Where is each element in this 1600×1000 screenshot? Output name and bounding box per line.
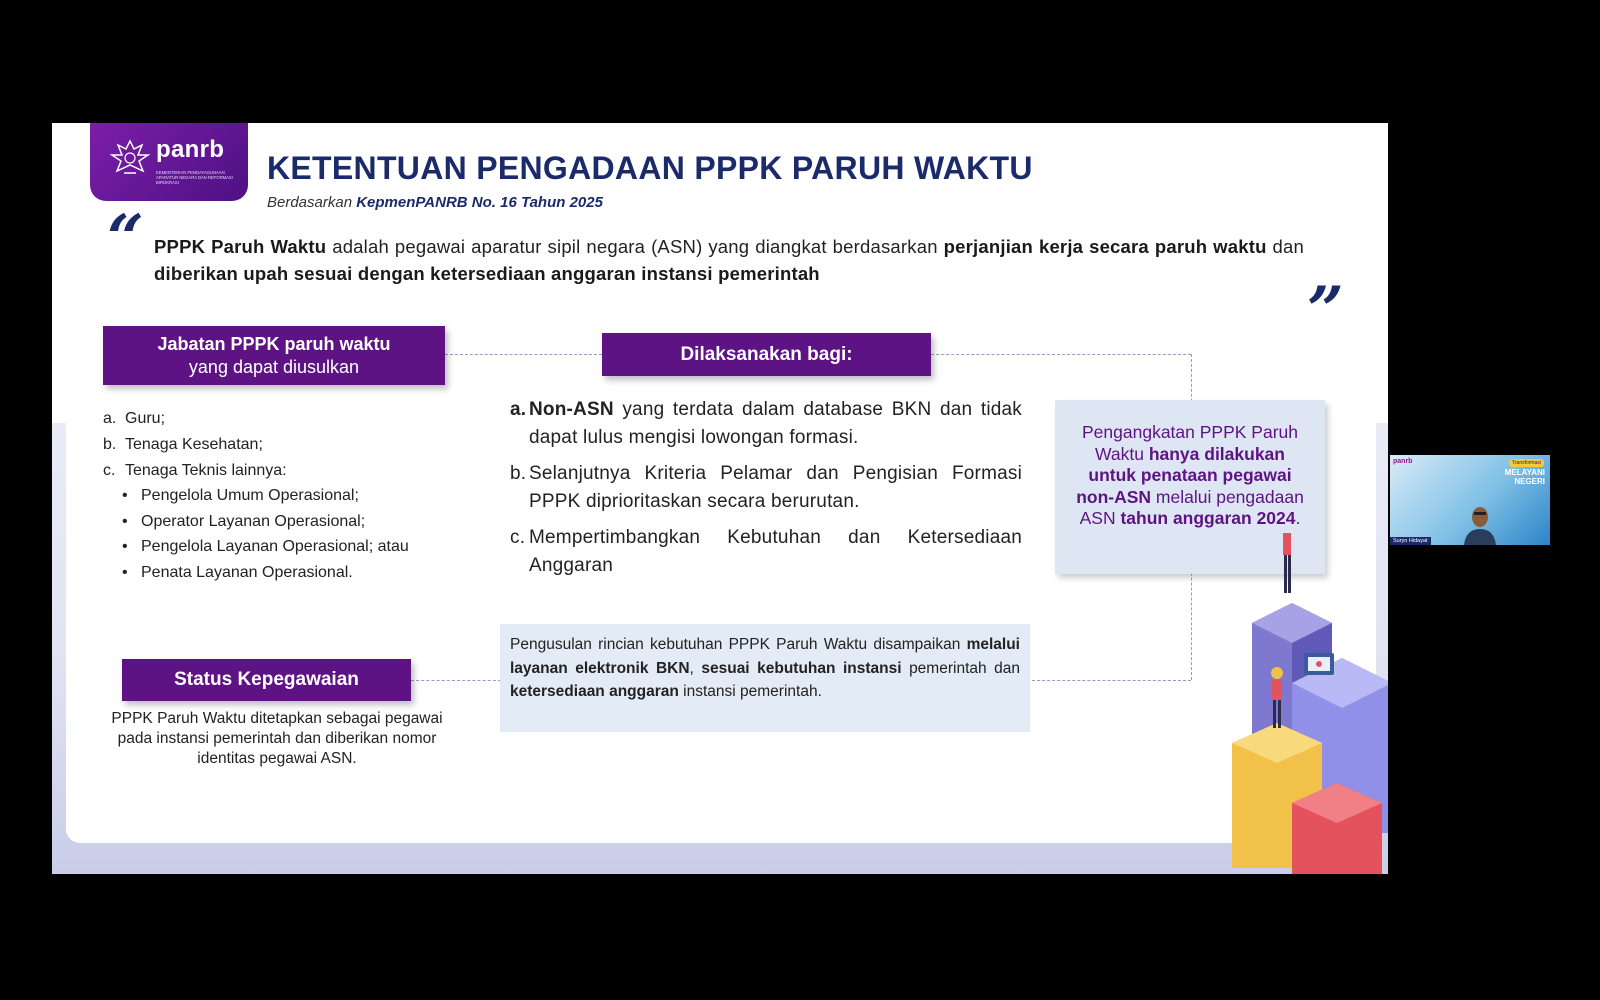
note-bold: hanya dilakukan untuk penataan pegawai non-ASN	[1076, 443, 1292, 507]
logo-subtitle: KEMENTERIAN PENDAYAGUNAAN APARATUR NEGARA DAN REFORMASI BIROKRASI	[156, 170, 233, 185]
jabatan-header	[103, 326, 445, 385]
list-label: Tenaga Kesehatan;	[125, 436, 263, 453]
connector-line	[411, 680, 501, 681]
list-lead: Non-ASN	[529, 399, 614, 420]
list-label: Tenaga Teknis lainnya:	[125, 462, 287, 479]
usulan-part: Pengusulan rincian kebutuhan PPPK Paruh Waktu disampaikan	[510, 636, 967, 653]
dilaksanakan-list	[510, 396, 1022, 588]
thumbnail-title-line: MELAYANI	[1504, 468, 1545, 477]
usulan-bold: ketersediaan anggaran	[510, 683, 679, 700]
note-part: Pengangkatan PPPK Paruh Waktu	[1082, 422, 1298, 464]
usulan-bold: melalui layanan elektronik BKN	[510, 636, 1020, 677]
logo-brand: panrb	[156, 136, 225, 163]
jabatan-list	[103, 406, 287, 484]
quote-open-icon: “	[107, 201, 144, 276]
thumbnail-badge: Transformasi	[1509, 459, 1544, 467]
list-label: Guru;	[125, 410, 166, 427]
list-item	[510, 460, 1022, 515]
usulan-part: instansi pemerintah.	[678, 683, 822, 700]
list-item	[103, 406, 287, 432]
speaker-avatar	[1460, 503, 1500, 545]
list-item	[510, 524, 1022, 579]
sub-list-item: • Pengelola Layanan Operasional; atau	[122, 534, 409, 560]
list-key: b.	[103, 436, 117, 453]
list-item	[103, 458, 287, 484]
usulan-part: ,	[689, 659, 702, 677]
note-part: .	[1295, 508, 1301, 528]
usulan-part: pemerintah dan	[901, 659, 1020, 677]
list-text: Selanjutnya Kriteria Pelamar dan Pengisian Formasi PPPK diprioritaskan secara berurutan.	[529, 463, 1022, 512]
thumbnail-title	[1505, 468, 1545, 486]
def-part: adalah pegawai aparatur sipil negara (ASN) yang diangkat berdasarkan	[326, 236, 944, 257]
list-item	[510, 396, 1022, 451]
slide-title: KETENTUAN PENGADAAN PPPK PARUH WAKTU	[267, 150, 1033, 186]
slide-subtitle	[267, 194, 603, 211]
speaker-video-thumbnail[interactable]	[1390, 455, 1550, 545]
jabatan-header-line2: yang dapat diusulkan	[188, 357, 360, 377]
list-item	[103, 432, 287, 458]
usulan-box	[500, 624, 1030, 732]
def-part: dan	[1266, 236, 1304, 257]
connector-line	[931, 354, 1191, 355]
tenaga-teknis-sublist	[122, 483, 409, 585]
sub-list-item: • Pengelola Umum Operasional;	[122, 483, 409, 509]
thumbnail-title-line: NEGERI	[1514, 477, 1545, 486]
def-bold-part: perjanjian kerja secara paruh waktu	[943, 236, 1267, 257]
people-podium-illustration	[1232, 533, 1388, 874]
list-key: a.	[103, 410, 117, 427]
connector-line	[445, 354, 602, 355]
sub-list-item: • Penata Layanan Operasional.	[122, 560, 409, 586]
quote-close-icon: ”	[1307, 273, 1344, 348]
def-bold-part: diberikan upah sesuai dengan ketersediaan anggaran instansi pemerintah	[154, 263, 820, 284]
definition-text	[154, 233, 1304, 287]
list-key: c.	[103, 462, 116, 479]
subtitle-prefix: Berdasarkan	[267, 194, 357, 211]
speaker-name: Suryo Hidayat	[1390, 537, 1431, 545]
note-part: melalui pengadaan ASN	[1079, 486, 1304, 528]
dilaksanakan-header: Dilaksanakan bagi:	[602, 333, 931, 376]
def-term: PPPK Paruh Waktu	[154, 236, 327, 257]
sub-list-item: • Operator Layanan Operasional;	[122, 509, 409, 535]
list-text: Mempertimbangkan Kebutuhan dan Ketersediaan Anggaran	[529, 527, 1022, 576]
list-key: a.	[510, 399, 527, 420]
list-key: c.	[510, 527, 526, 548]
presentation-slide	[52, 123, 1388, 874]
status-text: PPPK Paruh Waktu ditetapkan sebagai pegawai pada instansi pemerintah dan diberikan nomor identitas pegawai ASN.	[111, 710, 443, 767]
thumbnail-logo: panrb	[1393, 458, 1413, 465]
note-bold: tahun anggaran 2024	[1120, 508, 1296, 528]
subtitle-reference: KepmenPANRB No. 16 Tahun 2025	[356, 194, 603, 211]
connector-line	[1032, 680, 1191, 681]
panrb-logo	[90, 123, 248, 201]
status-header: Status Kepegawaian	[122, 659, 411, 701]
list-key: b.	[510, 463, 527, 484]
jabatan-header-line1: Jabatan PPPK paruh waktu	[157, 334, 391, 354]
list-text: yang terdata dalam database BKN dan tidak dapat lulus mengisi lowongan formasi.	[529, 399, 1022, 448]
garuda-emblem-icon	[108, 137, 152, 181]
usulan-bold: sesuai kebutuhan instansi	[701, 659, 902, 677]
